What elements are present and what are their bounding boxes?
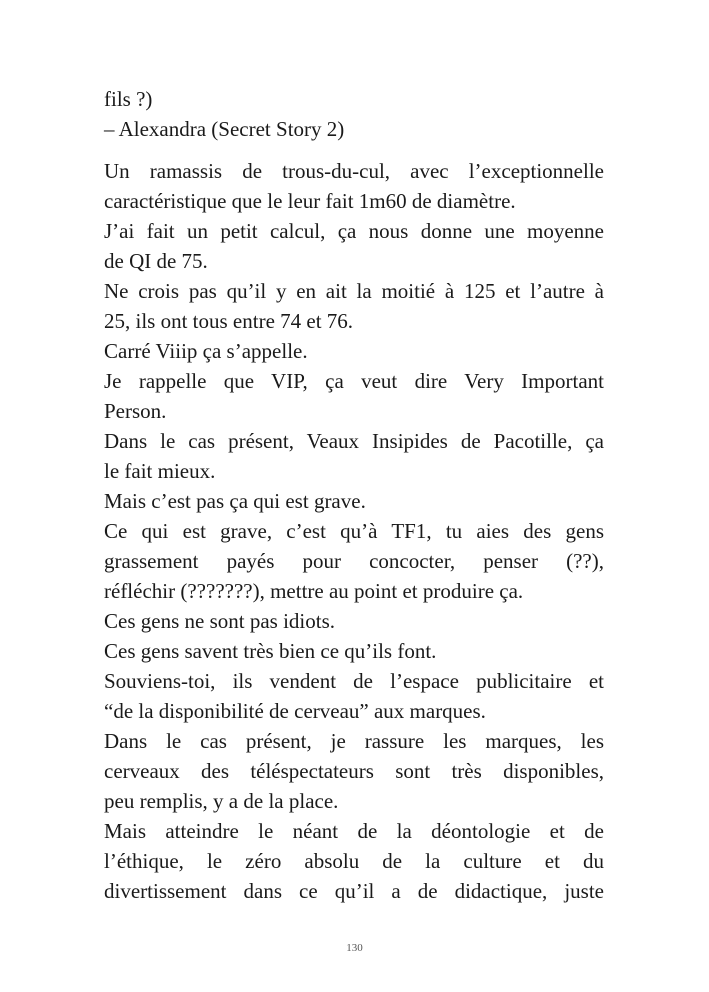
text-line: Souviens-toi, ils vendent de l’espace publicitaire et [104,669,604,693]
text-line: “de la disponibilité de cerveau” aux marques. [104,699,486,723]
text-line: Ces gens ne sont pas idiots. [104,609,335,633]
text-line: réfléchir (???????), mettre au point et produire ça. [104,579,524,603]
text-line: peu remplis, y a de la place. [104,789,339,813]
body-text [104,156,604,906]
text-line: grassement payés pour concocter, penser (??), [104,549,604,573]
text-line: l’éthique, le zéro absolu de la culture et du [104,849,604,873]
text-line: divertissement dans ce qu’il a de didactique, juste [104,879,604,903]
text-line: Dans le cas présent, Veaux Insipides de Pacotille, ça [104,429,604,453]
text-line: Dans le cas présent, je rassure les marques, les [104,729,604,753]
text-line: Mais atteindre le néant de la déontologie et de [104,819,604,843]
book-page-text [104,84,604,906]
text-line: caractéristique que le leur fait 1m60 de diamètre. [104,189,516,213]
text-line: le fait mieux. [104,459,216,483]
text-line: 25, ils ont tous entre 74 et 76. [104,309,354,333]
text-line: de QI de 75. [104,249,208,273]
header-line: – Alexandra (Secret Story 2) [104,117,345,141]
text-line: J’ai fait un petit calcul, ça nous donne une moyenne [104,219,604,243]
text-line: Ce qui est grave, c’est qu’à TF1, tu aies des gens [104,519,604,543]
text-line: Carré Viiip ça s’appelle. [104,339,308,363]
text-line: cerveaux des téléspectateurs sont très disponibles, [104,759,604,783]
text-line: Un ramassis de trous-du-cul, avec l’exceptionnelle [104,159,604,183]
text-line: Je rappelle que VIP, ça veut dire Very Important [104,369,604,393]
text-line: Ne crois pas qu’il y en ait la moitié à 125 et l’autre à [104,279,604,303]
text-line: Ces gens savent très bien ce qu’ils font. [104,639,437,663]
paragraph-gap [104,144,604,156]
text-line: Mais c’est pas ça qui est grave. [104,489,366,513]
page-number: 130 [346,942,363,954]
text-line: Person. [104,399,167,423]
header-line: fils ?) [104,87,153,111]
